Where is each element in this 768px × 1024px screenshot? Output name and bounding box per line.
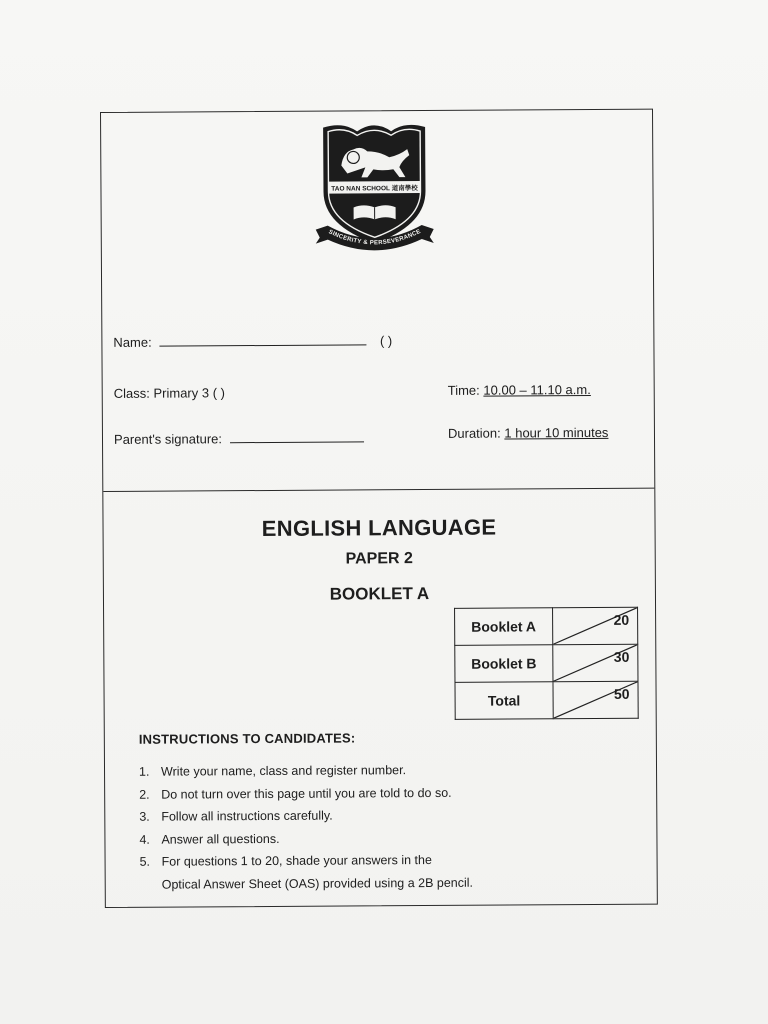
- instruction-item: [139, 804, 472, 829]
- subject-title: ENGLISH LANGUAGE: [261, 514, 497, 542]
- time-field: [448, 382, 591, 398]
- crest-school-name: TAO NAN SCHOOL 道南學校: [331, 185, 418, 193]
- instructions-list: [139, 759, 473, 896]
- parent-signature-label: Parent's signature:: [113, 431, 223, 447]
- parent-signature-line[interactable]: [230, 429, 364, 443]
- paper-title: PAPER 2: [345, 550, 413, 568]
- time-value: 10.00 – 11.10 a.m.: [483, 382, 591, 398]
- duration-label: Duration:: [447, 425, 501, 441]
- score-row: [455, 644, 638, 682]
- instruction-item: [139, 826, 472, 851]
- instruction-number: 5.: [139, 854, 151, 869]
- time-label: Time:: [447, 382, 480, 398]
- booklet-title: BOOKLET A: [329, 583, 430, 604]
- score-table: [454, 607, 639, 720]
- register-number-bracket: ( ): [379, 333, 393, 349]
- instruction-text: Answer all questions.: [161, 831, 280, 847]
- duration-value: 1 hour 10 minutes: [504, 424, 609, 441]
- school-crest-logo: [313, 121, 436, 256]
- instruction-text: Optical Answer Sheet (OAS) provided using a 2B pencil.: [161, 875, 474, 892]
- instruction-number: 3.: [139, 809, 150, 824]
- name-field: [113, 332, 392, 350]
- crest-motto: SINCERITY & PERSEVERANCE: [327, 228, 423, 247]
- score-max-value: 20: [613, 611, 630, 628]
- instruction-item: [140, 849, 473, 874]
- score-row-label: Booklet B: [455, 645, 553, 683]
- score-cell[interactable]: [552, 607, 637, 645]
- score-cell[interactable]: [553, 681, 638, 719]
- instruction-number: 1.: [138, 764, 150, 779]
- name-input-line[interactable]: [159, 332, 366, 346]
- class-field: Class: Primary 3 ( ): [113, 385, 225, 401]
- score-row: [455, 607, 638, 645]
- instruction-text: Do not turn over this page until you are told to do so.: [161, 785, 452, 802]
- instruction-number: 2.: [139, 787, 150, 802]
- instruction-item: [139, 781, 472, 806]
- instruction-text: Follow all instructions carefully.: [161, 808, 333, 824]
- name-label: Name:: [113, 334, 152, 350]
- score-row-label: Booklet A: [455, 608, 553, 646]
- instruction-item: [139, 759, 472, 784]
- section-divider: [103, 488, 654, 492]
- instruction-number: 4.: [139, 832, 150, 847]
- instruction-item: [140, 871, 473, 896]
- instructions-heading: INSTRUCTIONS TO CANDIDATES:: [138, 730, 356, 747]
- score-cell[interactable]: [553, 644, 638, 682]
- score-max-value: 50: [613, 685, 630, 702]
- cover-frame: [100, 109, 658, 908]
- parent-signature-field: [114, 429, 364, 447]
- score-row: [455, 681, 638, 719]
- instruction-text: For questions 1 to 20, shade your answers in the: [161, 852, 432, 869]
- duration-field: [448, 425, 609, 441]
- instruction-text: Write your name, class and register number.: [160, 763, 407, 779]
- score-row-label: Total: [455, 682, 553, 720]
- score-max-value: 30: [613, 648, 630, 665]
